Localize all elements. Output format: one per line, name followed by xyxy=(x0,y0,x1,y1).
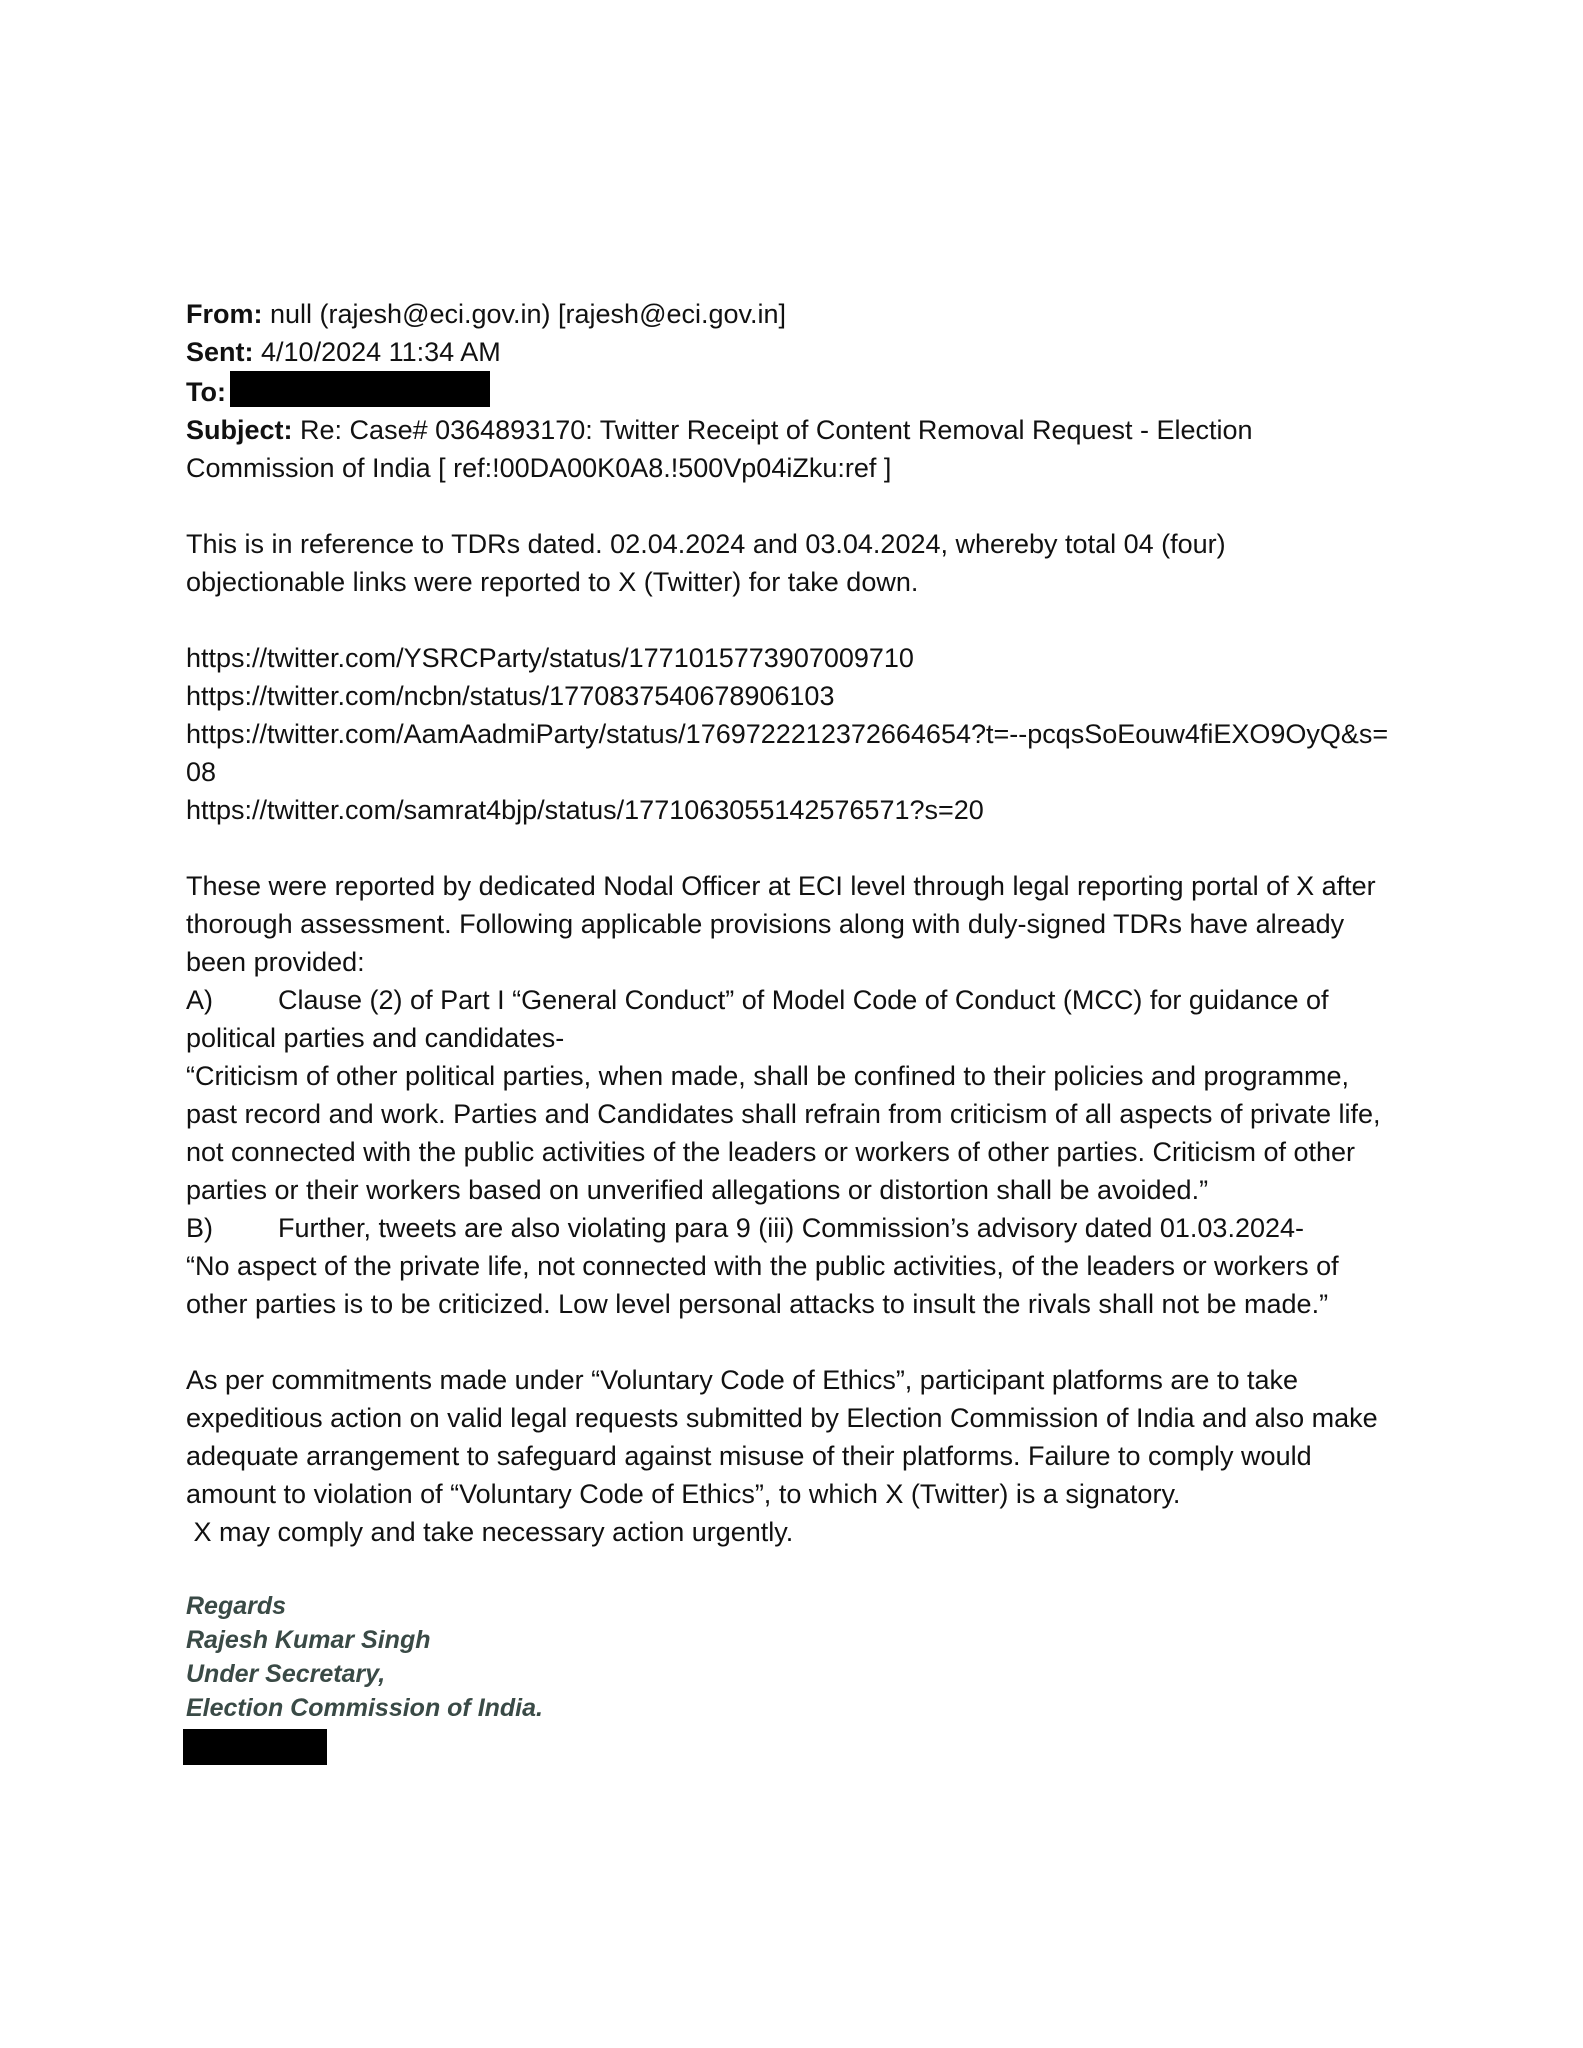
signature-org: Election Commission of India. xyxy=(186,1694,543,1722)
subject-value-line1: Re: Case# 0364893170: Twitter Receipt of Content Removal Request - Election xyxy=(300,415,1253,445)
subject-value-line2: Commission of India [ ref:!00DA00K0A8.!500Vp04iZku:ref ] xyxy=(186,453,892,483)
signature-title: Under Secretary, xyxy=(186,1660,386,1688)
provision-a-quote: “Criticism of other political parties, when made, shall be confined to their policies and programme, past record and work. Parties and Candidates shall refrain from criticism of all aspects of private life, not connected with the public activities of the leaders or workers of other parties. Criticism of other parties or their workers based on unverified allegations or distortion shall be avoided.” xyxy=(186,1061,1381,1205)
provision-b-quote: “No aspect of the private life, not connected with the public activities, of the leaders or workers of other parties is to be criticized. Low level personal attacks to insult the rivals shall not be made.” xyxy=(186,1251,1339,1319)
link-item[interactable]: https://twitter.com/ncbn/status/1770837540678906103 xyxy=(186,681,835,711)
link-item[interactable]: https://twitter.com/AamAadmiParty/status/1769722212372664654?t=--pcqsSoEouw4fiEXO9OyQ&s=08 xyxy=(186,719,1389,787)
provision-a-continued: political parties and candidates- xyxy=(186,1023,565,1053)
from-label: From: xyxy=(186,299,263,329)
to-line xyxy=(186,371,1426,411)
link-item[interactable]: https://twitter.com/YSRCParty/status/1771015773907009710 xyxy=(186,643,914,673)
subject-label: Subject: xyxy=(186,415,293,445)
signature-regards: Regards xyxy=(186,1592,287,1620)
to-label: To: xyxy=(186,377,226,407)
sent-value: 4/10/2024 11:34 AM xyxy=(261,337,501,367)
subject-line xyxy=(186,411,1426,449)
email-document xyxy=(186,295,1426,1768)
redacted-signature-info xyxy=(183,1729,327,1765)
commitments-paragraph: As per commitments made under “Voluntary Code of Ethics”, participant platforms are to take expeditious action on valid legal requests submitted by Election Commission of India and also make adequate arrangement to safeguard against misuse of their platforms. Failure to comply would amount to violation of “Voluntary Code of Ethics”, to which X (Twitter) is a signatory. xyxy=(186,1365,1378,1509)
provision-a-letter: A) xyxy=(186,985,213,1015)
assessment-paragraph: These were reported by dedicated Nodal Officer at ECI level through legal reporting portal of X after thorough assessment. Following applicable provisions along with duly-signed TDRs have already been provided: xyxy=(186,871,1376,977)
redacted-recipient xyxy=(230,371,490,407)
link-item[interactable]: https://twitter.com/samrat4bjp/status/1771063055142576571?s=20 xyxy=(186,795,984,825)
intro-paragraph: This is in reference to TDRs dated. 02.04.2024 and 03.04.2024, whereby total 04 (four) objectionable links were reported to X (Twitter) for take down. xyxy=(186,529,1226,597)
provision-b-text: Further, tweets are also violating para 9 (iii) Commission’s advisory dated 01.03.2024- xyxy=(278,1213,1304,1243)
provision-b xyxy=(186,1209,1426,1247)
sent-line xyxy=(186,333,1426,371)
links-list xyxy=(186,639,1426,829)
from-value: null (rajesh@eci.gov.in) [rajesh@eci.gov.in] xyxy=(270,299,787,329)
provision-a-text: Clause (2) of Part I “General Conduct” of Model Code of Conduct (MCC) for guidance of xyxy=(278,985,1329,1015)
sent-label: Sent: xyxy=(186,337,254,367)
signature-block xyxy=(186,1589,1426,1768)
from-line xyxy=(186,295,1426,333)
compliance-line: X may comply and take necessary action urgently. xyxy=(186,1517,794,1547)
provision-b-letter: B) xyxy=(186,1213,213,1243)
provision-a xyxy=(186,981,1426,1019)
signature-name: Rajesh Kumar Singh xyxy=(186,1626,431,1654)
